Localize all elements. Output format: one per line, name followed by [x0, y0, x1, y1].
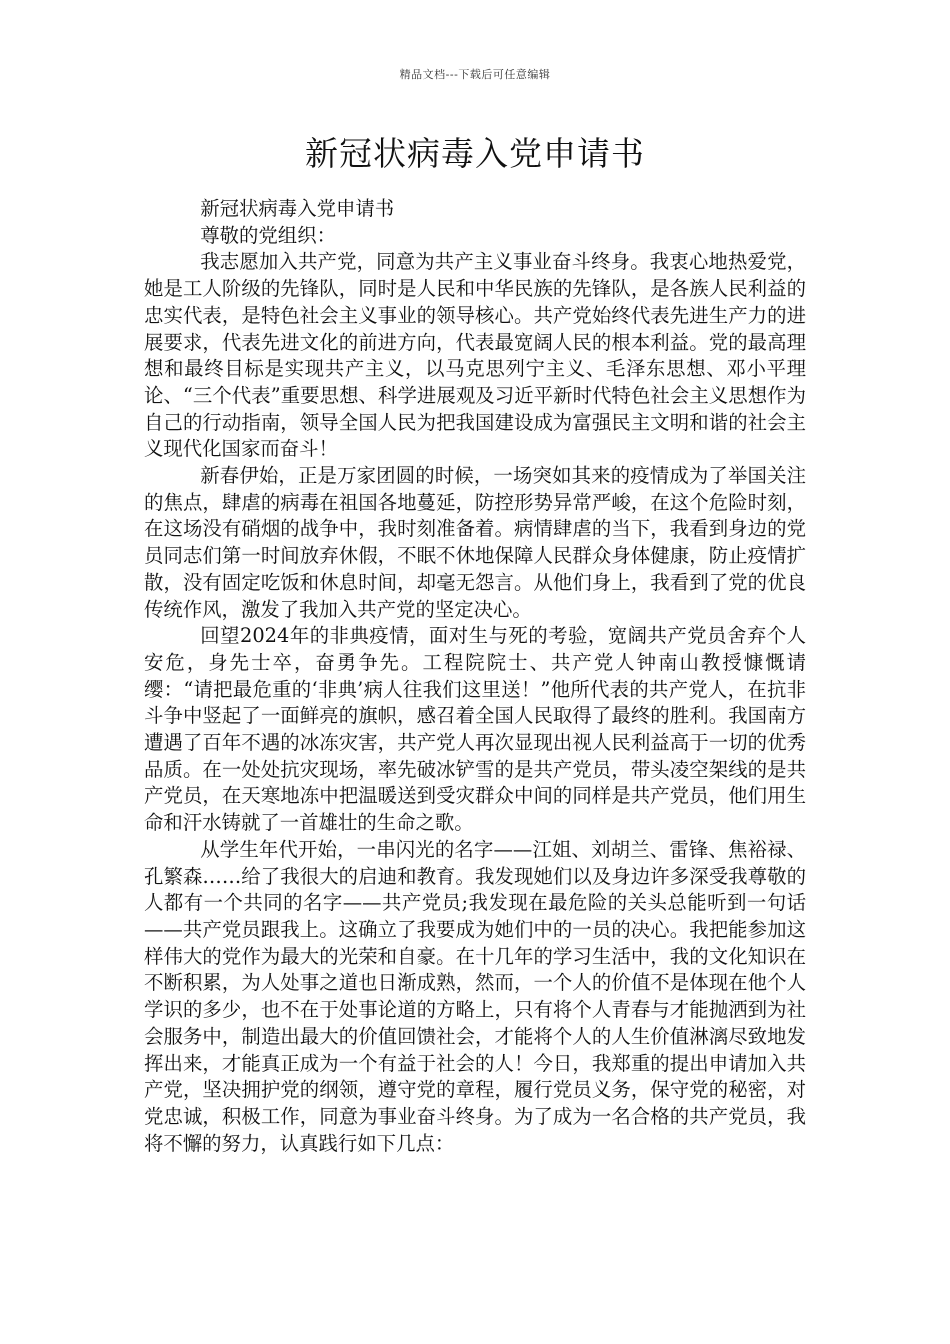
body-paragraph: 回望2024年的非典疫情，面对生与死的考验，宽阔共产党员舍弃个人安危，身先士卒，奋勇争先。工程院院士、共产党人钟南山教授慷慨请缨：“请把最危重的‘非典’病人往我们这里送！”他所代表的共产党人，在抗非斗争中竖起了一面鲜亮的旗帜，感召着全国人民取得了最终的胜利。我国南方遭遇了百年不遇的冰冻灾害，共产党人再次显现出视人民利益高于一切的优秀品质。在一处处抗灾现场，率先破冰铲雪的是共产党员，带头凌空架线的是共产党员，在天寒地冻中把温暖送到受灾群众中间的同样是共产党员，他们用生命和汗水铸就了一首雄壮的生命之歌。 — [144, 624, 806, 835]
header-note: 精品文档---下载后可任意编辑 — [399, 68, 551, 81]
document-body — [144, 196, 806, 1157]
body-paragraph: 我志愿加入共产党，同意为共产主义事业奋斗终身。我衷心地热爱党，她是工人阶级的先锋队，同时是人民和中华民族的先锋队，是各族人民利益的忠实代表，是特色社会主义事业的领导核心。共产党始终代表先进生产力的进展要求，代表先进文化的前进方向，代表最宽阔人民的根本利益。党的最高理想和最终目标是实现共产主义，以马克思列宁主义、毛泽东思想、邓小平理论、“三个代表”重要思想、科学进展观及习近平新时代特色社会主义思想作为自己的行动指南，领导全国人民为把我国建设成为富强民主文明和谐的社会主义现代化国家而奋斗！ — [144, 250, 806, 461]
body-paragraph: 从学生年代开始，一串闪光的名字——江姐、刘胡兰、雷锋、焦裕禄、孔繁森……给了我很大的启迪和教育。我发现她们以及身边许多深受我尊敬的人都有一个共同的名字——共产党员;我发现在最危险的关头总能听到一句话——共产党员跟我上。这确立了我要成为她们中的一员的决心。我把能参加这样伟大的党作为最大的光荣和自豪。在十几年的学习生活中，我的文化知识在不断积累，为人处事之道也日渐成熟，然而，一个人的价值不是体现在他个人学识的多少，也不在于处事论道的方略上，只有将个人青春与才能抛洒到为社会服务中，制造出最大的价值回馈社会，才能将个人的人生价值淋漓尽致地发挥出来，才能真正成为一个有益于社会的人！今日，我郑重的提出申请加入共产党，坚决拥护党的纲领，遵守党的章程，履行党员义务，保守党的秘密，对党忠诚，积极工作，同意为事业奋斗终身。为了成为一名合格的共产党员，我将不懈的努力，认真践行如下几点： — [144, 837, 806, 1155]
body-paragraph-subtitle: 新冠状病毒入党申请书 — [200, 197, 395, 220]
document-title: 新冠状病毒入党申请书 — [305, 134, 645, 173]
body-paragraph-salutation: 尊敬的党组织： — [200, 223, 336, 247]
body-paragraph: 新春伊始，正是万家团圆的时候，一场突如其来的疫情成为了举国关注的焦点，肆虐的病毒在祖国各地蔓延，防控形势异常严峻，在这个危险时刻，在这场没有硝烟的战争中，我时刻准备着。病情肆虐的当下，我看到身边的党员同志们第一时间放弃休假，不眠不休地保障人民群众身体健康，防止疫情扩散，没有固定吃饭和休息时间，却毫无怨言。从他们身上，我看到了党的优良传统作风，激发了我加入共产党的坚定决心。 — [144, 464, 806, 621]
